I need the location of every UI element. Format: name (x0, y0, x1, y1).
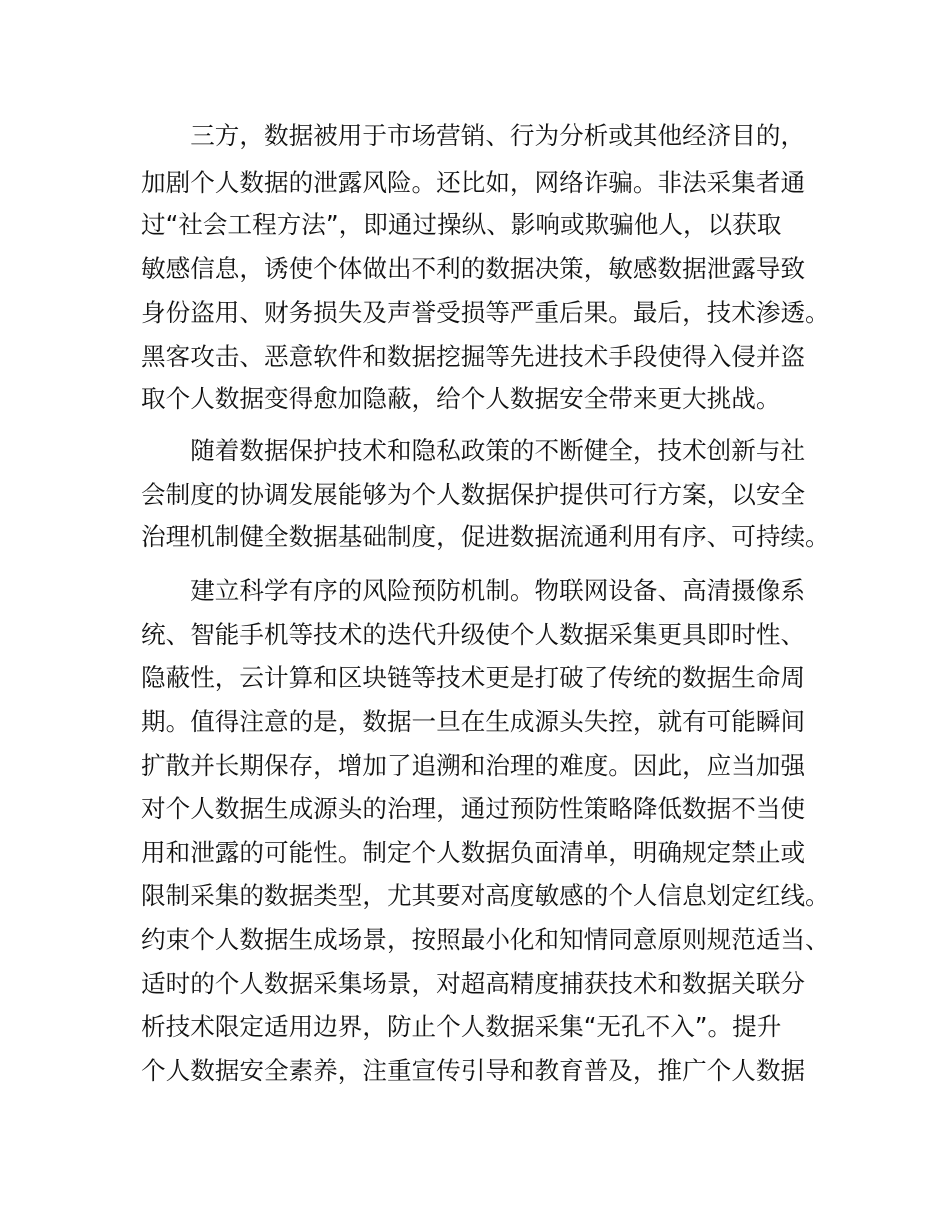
text-line: 身份盗用、财务损失及声誉受损等严重后果。最后，技术渗透。 (141, 298, 830, 327)
text-line: 三方，数据被用于市场营销、行为分析或其他经济目的， (141, 121, 806, 150)
text-line: 析技术限定适用边界，防止个人数据采集“无孔不入”。提升 (141, 1012, 782, 1041)
text-line: 限制采集的数据类型，尤其要对高度敏感的个人信息划定红线。 (141, 881, 830, 910)
text-line: 统、智能手机等技术的迭代升级使个人数据采集更具即时性、 (141, 620, 806, 649)
text-line: 会制度的协调发展能够为个人数据保护提供可行方案，以安全 (141, 480, 806, 509)
text-line: 扩散并长期保存，增加了追溯和治理的难度。因此，应当加强 (141, 751, 806, 780)
text-line: 适时的个人数据采集场景，对超高精度捕获技术和数据关联分 (141, 969, 806, 998)
text-line: 建立科学有序的风险预防机制。物联网设备、高清摄像系 (141, 576, 806, 605)
text-line: 加剧个人数据的泄露风险。还比如，网络诈骗。非法采集者通 (141, 168, 806, 197)
text-line: 约束个人数据生成场景，按照最小化和知情同意原则规范适当、 (141, 925, 830, 954)
text-line: 过“社会工程方法”，即通过操纵、影响或欺骗他人，以获取 (141, 210, 782, 239)
text-line: 个人数据安全素养，注重宣传引导和教育普及，推广个人数据 (141, 1056, 806, 1085)
text-line: 随着数据保护技术和隐私政策的不断健全，技术创新与社 (141, 436, 806, 465)
text-line: 敏感信息，诱使个体做出不利的数据决策，敏感数据泄露导致 (141, 254, 806, 283)
text-line: 治理机制健全数据基础制度，促进数据流通利用有序、可持续。 (141, 522, 830, 551)
text-line: 期。值得注意的是，数据一旦在生成源头失控，就有可能瞬间 (141, 707, 806, 736)
text-line: 取个人数据变得愈加隐蔽，给个人数据安全带来更大挑战。 (141, 384, 781, 413)
text-line: 隐蔽性，云计算和区块链等技术更是打破了传统的数据生命周 (141, 663, 806, 692)
text-line: 黑客攻击、恶意软件和数据挖掘等先进技术手段使得入侵并盗 (141, 342, 806, 371)
text-line: 用和泄露的可能性。制定个人数据负面清单，明确规定禁止或 (141, 838, 806, 867)
text-line: 对个人数据生成源头的治理，通过预防性策略降低数据不当使 (141, 794, 806, 823)
